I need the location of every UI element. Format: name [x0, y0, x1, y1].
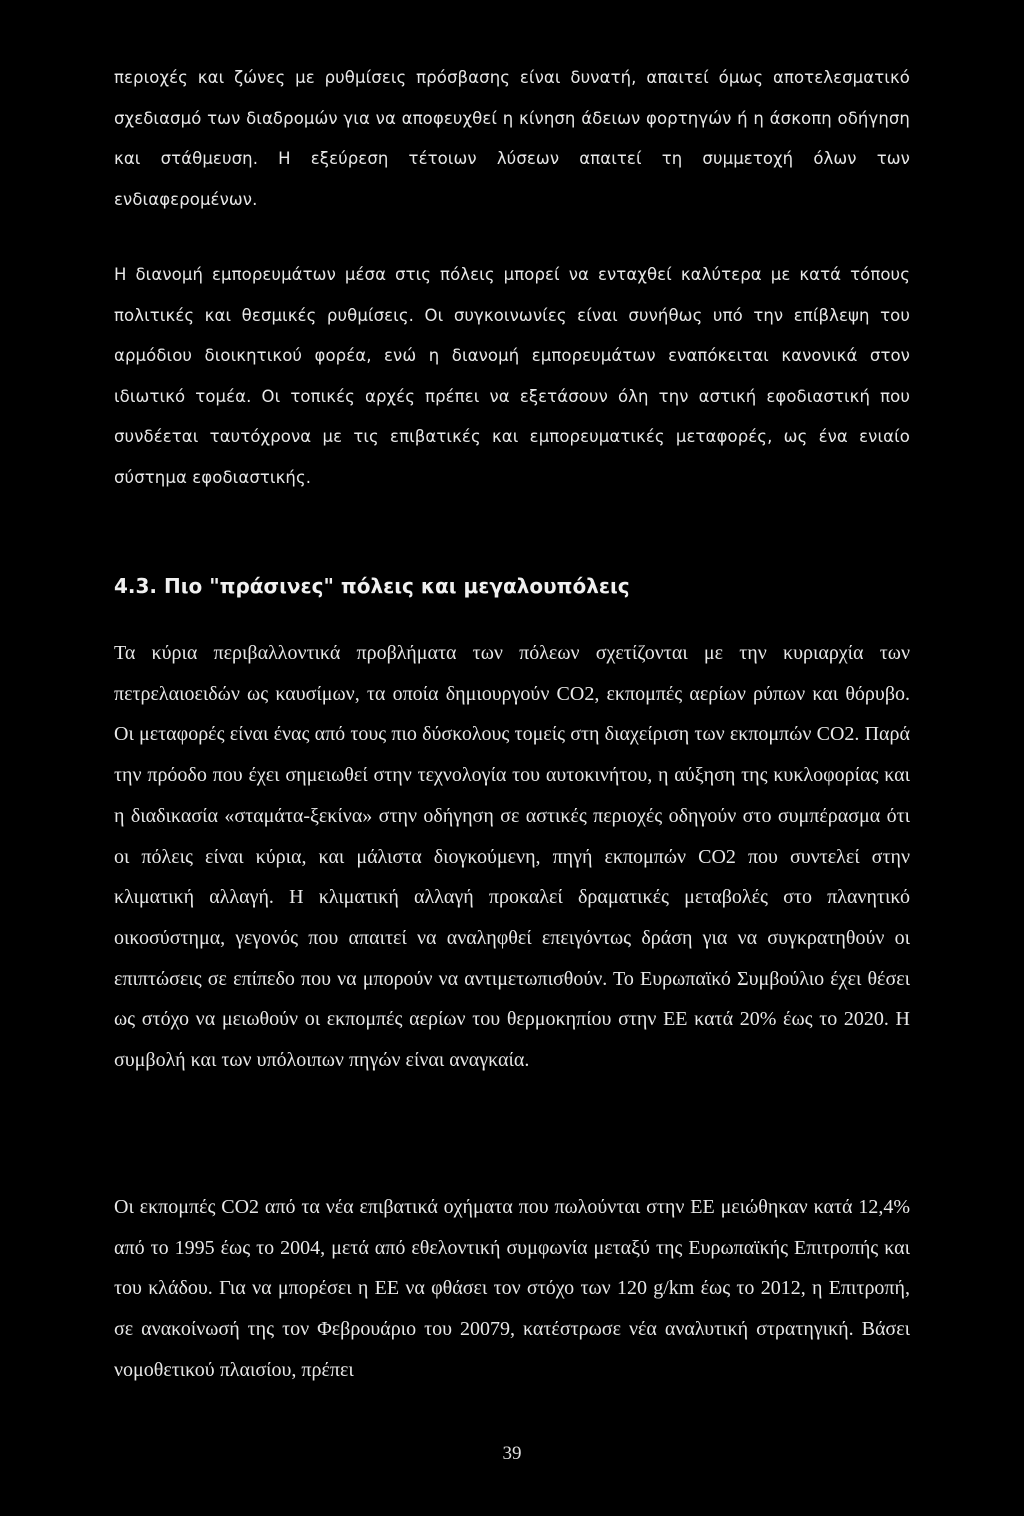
section-heading: 4.3. Πιο "πράσινες" πόλεις και μεγαλουπόλεις [114, 574, 630, 598]
paragraph-access-zones: περιοχές και ζώνες με ρυθμίσεις πρόσβασης είναι δυνατή, απαιτεί όμως αποτελεσματικό σχεδιασμό των διαδρομών για να αποφευχθεί η κίνηση άδειων φορτηγών ή η άσκοπη οδήγηση και στάθμευση. Η εξεύρεση τέτοιων λύσεων απαιτεί τη συμμετοχή όλων των ενδιαφερομένων. [114, 68, 910, 209]
paragraph-co2-emissions: Οι εκπομπές CO2 από τα νέα επιβατικά οχήματα που πωλούνται στην ΕΕ μειώθηκαν κατά 12,4% από το 1995 έως το 2004, μετά από εθελοντική συμφωνία μεταξύ της Ευρωπαϊκής Επιτροπής και του κλάδου. Για να μπορέσει η ΕΕ να φθάσει τον στόχο των 120 g/km έως το 2012, η Επιτροπή, σε ανακοίνωσή της τον Φεβρουάριο του 20079, κατέστρωσε νέα αναλυτική στρατηγική. Βάσει νομοθετικού πλαισίου, πρέπει [114, 1196, 910, 1381]
paragraph-goods-distribution: Η διανομή εμπορευμάτων μέσα στις πόλεις μπορεί να ενταχθεί καλύτερα με κατά τόπους πολιτικές και θεσμικές ρυθμίσεις. Οι συγκοινωνίες είναι συνήθως υπό την επίβλεψη του αρμόδιου διοικητικού φορέα, ενώ η διανομή εμπορευμάτων εναπόκειται κανονικά στον ιδιωτικό τομέα. Οι τοπικές αρχές πρέπει να εξετάσουν όλη την αστική εφοδιαστική που συνδέεται ταυτόχρονα με τις επιβατικές και εμπορευματικές μεταφορές, ως ένα ενιαίο σύστημα εφοδιαστικής. [114, 265, 910, 487]
page-number: 39 [502, 1443, 522, 1464]
paragraph-environmental-problems: Τα κύρια περιβαλλοντικά προβλήματα των πόλεων σχετίζονται με την κυριαρχία των πετρελαιοειδών ως καυσίμων, τα οποία δημιουργούν CO2, εκπομπές αερίων ρύπων και θόρυβο. Οι μεταφορές είναι ένας από τους πιο δύσκολους τομείς στη διαχείριση των εκπομπών CO2. Παρά την πρόοδο που έχει σημειωθεί στην τεχνολογία του αυτοκινήτου, η αύξηση της κυκλοφορίας και η διαδικασία «σταμάτα-ξεκίνα» στην οδήγηση σε αστικές περιοχές οδηγούν στο συμπέρασμα ότι οι πόλεις είναι κύρια, και μάλιστα διογκούμενη, πηγή εκπομπών CO2 που συντελεί στην κλιματική αλλαγή. Η κλιματική αλλαγή προκαλεί δραματικές μεταβολές στο πλανητικό οικοσύστημα, γεγονός που απαιτεί να αναληφθεί επειγόντως δράση για να συγκρατηθούν οι επιπτώσεις σε επίπεδο που να μπορούν να αντιμετωπισθούν. Το Ευρωπαϊκό Συμβούλιο έχει θέσει ως στόχο να μειωθούν οι εκπομπές αερίων του θερμοκηπίου στην ΕΕ κατά 20% έως το 2020. Η συμβολή και των υπόλοιπων πηγών είναι αναγκαία. [114, 642, 910, 1072]
